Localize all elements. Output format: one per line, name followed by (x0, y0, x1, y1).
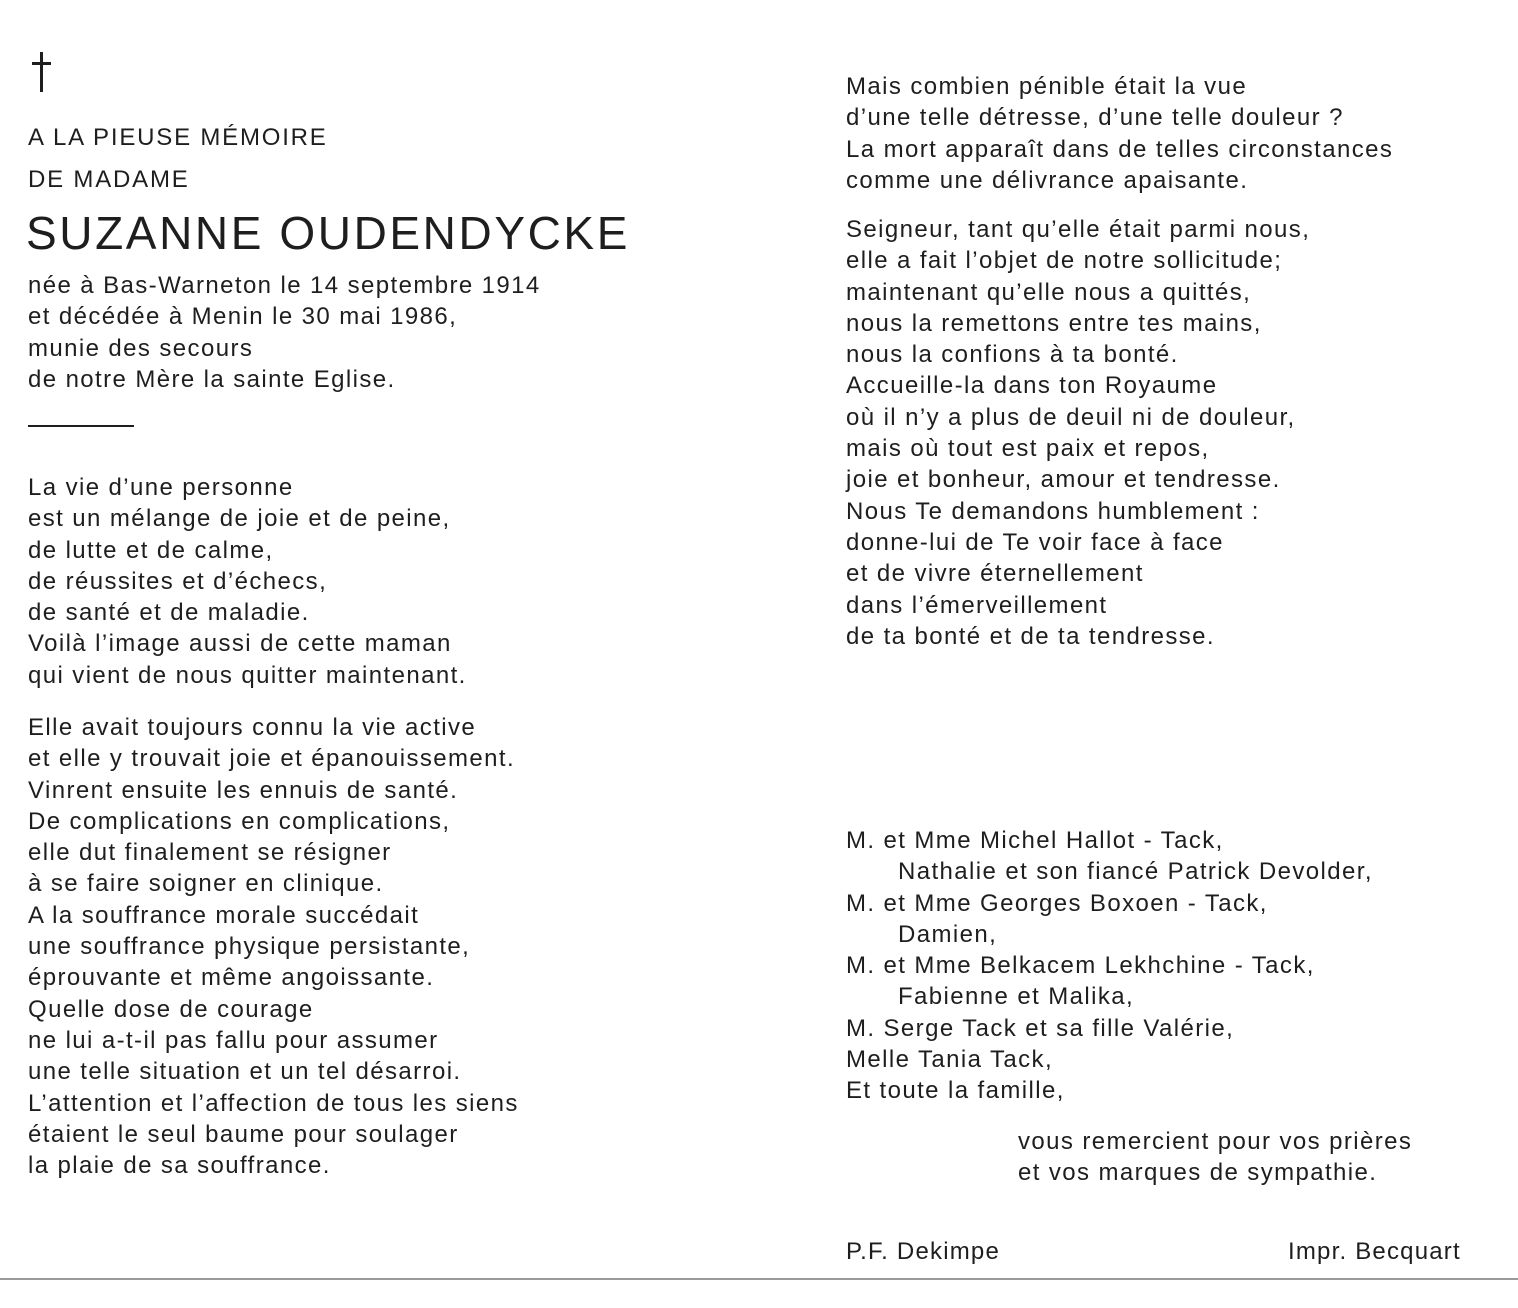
cross-icon (30, 52, 54, 94)
family-line: Et toute la famille, (846, 1077, 1065, 1105)
poem-line: Elle avait toujours connu la vie active (28, 714, 477, 741)
prayer-line: donne-lui de Te voir face à face (846, 528, 1224, 556)
bio-block (28, 270, 541, 395)
prayer-line: Seigneur, tant qu’elle était parmi nous, (846, 216, 1311, 243)
prayer-line: mais où tout est paix et repos, (846, 435, 1210, 463)
thanks-line: vous remercient pour vos prières (1018, 1128, 1413, 1155)
poem-line: de réussites et d’échecs, (28, 567, 328, 595)
poem-line: une telle situation et un tel désarroi. (28, 1058, 462, 1086)
family-line: Nathalie et son fiancé Patrick Devolder, (898, 858, 1373, 886)
prayer-line: Nous Te demandons humblement : (846, 497, 1260, 525)
funeral-director: P.F. Dekimpe (846, 1238, 1001, 1265)
family-list (846, 825, 1373, 1107)
printer: Impr. Becquart (1288, 1238, 1461, 1265)
poem-line: est un mélange de joie et de peine, (28, 505, 451, 533)
poem-line: A la souffrance morale succédait (28, 901, 420, 929)
poem-line: éprouvante et même angoissante. (28, 964, 435, 992)
bottom-rule (0, 1278, 1518, 1280)
prayer-line: et de vivre éternellement (846, 560, 1144, 588)
prayer-line: de ta bonté et de ta tendresse. (846, 622, 1215, 650)
poem-line: Quelle dose de courage (28, 995, 314, 1023)
poem-line: d’une telle détresse, d’une telle douleur ? (846, 104, 1344, 132)
family-line: M. et Mme Belkacem Lekhchine - Tack, (846, 952, 1315, 980)
thanks-block (1018, 1126, 1412, 1189)
poem-line: Voilà l’image aussi de cette maman (28, 630, 452, 658)
prayer-line: nous la confions à ta bonté. (846, 341, 1179, 369)
poem-line: Vinrent ensuite les ennuis de santé. (28, 776, 459, 804)
heading-madame: DE MADAME (28, 166, 190, 193)
deceased-name: SUZANNE OUDENDYCKE (26, 207, 630, 259)
bio-line: et décédée à Menin le 30 mai 1986, (28, 303, 458, 331)
poem-line: qui vient de nous quitter maintenant. (28, 661, 467, 689)
thanks-line: et vos marques de sympathie. (1018, 1159, 1378, 1187)
poem-line: étaient le seul baume pour soulager (28, 1120, 459, 1148)
family-line: Damien, (898, 920, 998, 948)
poem-line: elle dut finalement se résigner (28, 839, 392, 867)
poem-line: la plaie de sa souffrance. (28, 1152, 331, 1180)
poem-line: de lutte et de calme, (28, 536, 274, 564)
bio-line: de notre Mère la sainte Eglise. (28, 365, 396, 393)
family-line: Fabienne et Malika, (898, 983, 1135, 1011)
divider (28, 425, 134, 427)
family-line: M. et Mme Michel Hallot - Tack, (846, 827, 1224, 854)
prayer-line: où il n’y a plus de deuil ni de douleur, (846, 403, 1296, 431)
poem-part2 (28, 712, 519, 1181)
bio-line: munie des secours (28, 334, 254, 362)
poem-line: L’attention et l’affection de tous les siens (28, 1089, 519, 1117)
poem-line: à se faire soigner en clinique. (28, 870, 384, 898)
poem-line: Mais combien pénible était la vue (846, 73, 1248, 100)
poem-line: de santé et de maladie. (28, 599, 310, 627)
poem-line: La mort apparaît dans de telles circonstances (846, 135, 1394, 163)
family-line: M. Serge Tack et sa fille Valérie, (846, 1014, 1235, 1042)
bio-line: née à Bas-Warneton le 14 septembre 1914 (28, 272, 541, 299)
poem-line: ne lui a-t-il pas fallu pour assumer (28, 1026, 439, 1054)
family-line: Melle Tania Tack, (846, 1046, 1054, 1074)
poem-line: une souffrance physique persistante, (28, 933, 471, 961)
prayer-line: maintenant qu’elle nous a quittés, (846, 278, 1252, 306)
prayer-line: elle a fait l’objet de notre sollicitude; (846, 247, 1283, 275)
prayer-line: joie et bonheur, amour et tendresse. (846, 466, 1281, 494)
family-line: M. et Mme Georges Boxoen - Tack, (846, 889, 1268, 917)
heading-memory: A LA PIEUSE MÉMOIRE (28, 124, 328, 151)
prayer-line: nous la remettons entre tes mains, (846, 309, 1262, 337)
poem-line: De complications en complications, (28, 807, 451, 835)
poem-line: comme une délivrance apaisante. (846, 166, 1249, 194)
prayer-line: Accueille-la dans ton Royaume (846, 372, 1218, 400)
poem-line: et elle y trouvait joie et épanouissement. (28, 745, 516, 773)
prayer (846, 214, 1310, 652)
prayer-line: dans l’émerveillement (846, 591, 1108, 619)
poem-part3 (846, 71, 1393, 196)
poem-part1 (28, 472, 467, 691)
poem-line: La vie d’une personne (28, 474, 294, 501)
